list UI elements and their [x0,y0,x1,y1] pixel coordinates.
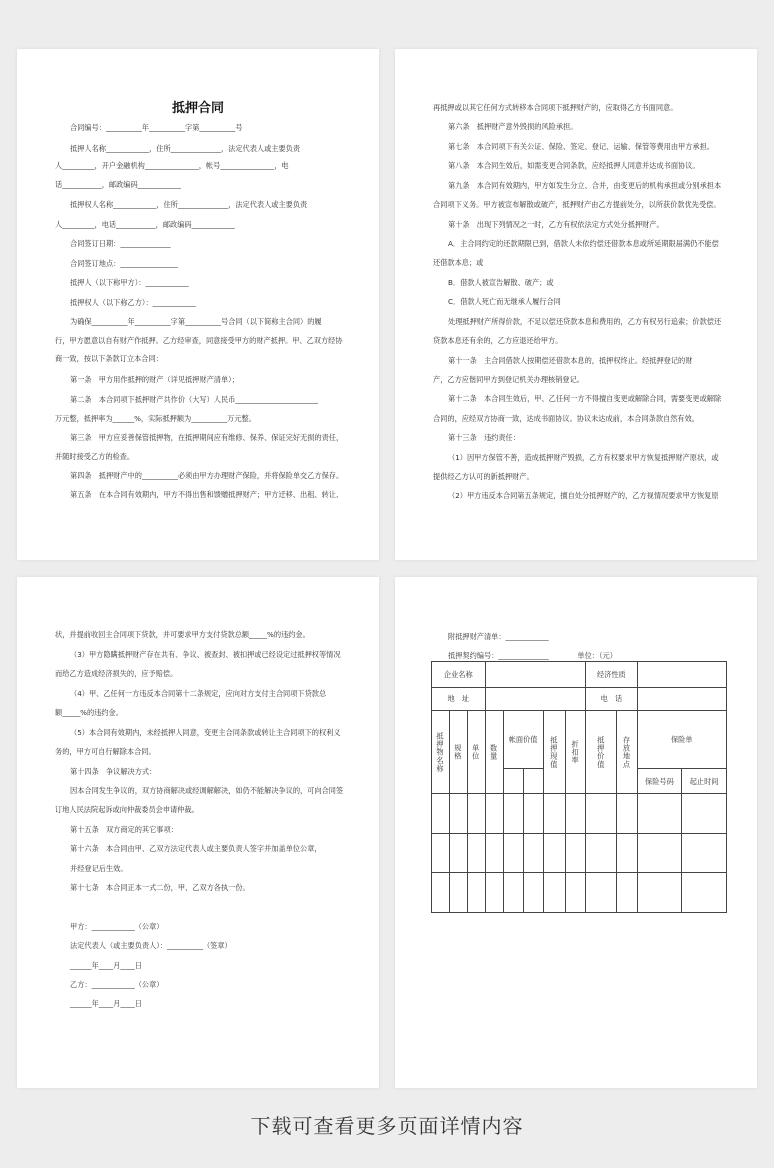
address-label: 地 址 [432,687,486,710]
header-period: 起止时间 [682,768,727,794]
download-caption: 下载可查看更多页面详情内容 [250,1114,524,1138]
phone-label: 电 话 [586,687,637,710]
contract-page-1 [17,49,379,560]
text-line: 额_____%的违约金。 [55,708,123,717]
text-line: 务的，甲方可自行解除本合同。 [55,747,156,756]
text-line: 因本合同发生争议的，双方协商解决或经调解解决，如仍不能解决争议的，可向合同签 [70,786,344,795]
address-cell [485,687,586,710]
text-line: 合同签订地点：________________ [70,259,178,268]
header-book-value: 帐面价值 [503,710,543,768]
text-line: （3）甲方隐瞒抵押财产存在共有、争议、被查封、被扣押或已经设定过抵押权等情况 [70,650,341,659]
text-line: 第十二条 本合同生效后，甲、乙任何一方不得擅自变更或解除合同，需要变更或解除 [448,394,722,403]
text-line: 第四条 抵押财产中的__________必须由甲方办理财产保险，并将保险单交乙方保存。 [70,471,344,480]
contract-page-2 [395,49,757,560]
text-line: 话___________，邮政编码____________ [55,180,181,189]
text-line: 第十三条 违约责任： [448,433,520,442]
text-line: 第十一条 主合同借款人按期偿还借款本息的，抵押权终止。经抵押登记的财 [448,356,693,365]
text-line: 商一致，按以下条款订立本合同： [55,354,163,363]
text-line: 抵押权人名称____________，住所______________，法定代表人或主要负责 [70,200,308,209]
text-line: 抵押契约编号：______________ 单位：（元） [448,651,617,660]
text-line: 产，乙方应偕同甲方到登记机关办理核销登记。 [433,375,584,384]
text-line: 再抵押或以其它任何方式转移本合同项下抵押财产的，应取得乙方书面同意。 [433,103,678,112]
text-line: 合同项下义务。甲方被宣布解散或破产，抵押财产由乙方提前处分，以所获价款优先受偿。 [433,200,721,209]
text-line: 合同签订日期：______________ [70,239,171,248]
header-spec: 规格 [449,710,467,794]
text-line: 合同编号：__________年__________字第__________号 [70,123,243,132]
text-line: （5）本合同有效期内，未经抵押人同意，变更主合同条款或转让主合同项下的权利义 [70,728,341,737]
header-current-value: 抵押现值 [543,710,565,794]
economic-nature-cell [637,662,726,688]
text-line: 第十六条 本合同由甲、乙双方法定代表人或主要负责人签字并加盖单位公章， [70,844,322,853]
text-line: 为确保__________年__________字第__________号合同（以下简称主合同）的履 [70,317,322,326]
text-line: 订地人民法院起诉或向仲裁委员会申请仲裁。 [55,805,199,814]
economic-nature-label: 经济性质 [586,662,637,688]
signature-party-b: 乙方：____________（公章） [70,980,164,989]
text-line: 万元整，抵押率为______%，实际抵押额为__________万元整。 [55,414,256,423]
text-line: 行，甲方愿意以自有财产作抵押。乙方经审查，同意接受甲方的财产抵押。甲、乙双方经协 [55,336,343,345]
contract-page-4 [395,577,757,1088]
book-value-sub-2 [523,768,543,794]
text-line: 第十七条 本合同正本一式二份，甲、乙双方各执一份。 [70,883,250,892]
header-insurance-no: 保险号码 [637,768,682,794]
phone-cell [637,687,726,710]
text-line: 第九条 本合同有效期内，甲方如发生分立、合并，由变更后的机构承担或分别承担本 [448,181,722,190]
table-row [432,873,727,913]
header-unit: 单位 [467,710,485,794]
text-line: 附抵押财产清单：____________ [448,632,549,641]
text-line: （1）因甲方保管不善，造成抵押财产毁损，乙方有权要求甲方恢复抵押财产原状，或 [448,453,719,462]
text-line: 贷款本息还有余的，乙方应退还给甲方。 [433,336,563,345]
text-line: 抵押权人（以下称乙方）：____________ [70,298,196,307]
text-line: 第一条 甲方用作抵押的财产（详见抵押财产清单）； [70,375,239,384]
text-line: （2）甲方违反本合同第五条规定，擅自处分抵押财产的，乙方视情况要求甲方恢复原 [448,491,719,500]
text-line: B．借款人被宣告解散、破产；或 [448,278,554,287]
company-name-cell [485,662,586,688]
signature-date-a: ______年____月____日 [70,961,142,970]
signature-representative: 法定代表人（或主要负责人）：__________（签章） [70,941,232,950]
text-line: 人_________，电话___________，邮政编码____________ [55,220,235,229]
text-line: 提供经乙方认可的新抵押财产。 [433,472,534,481]
text-line: 抵押人（以下称甲方）：____________ [70,278,189,287]
mortgage-property-table [431,661,727,913]
text-line: C．借款人死亡而无继承人履行合同 [448,297,561,306]
header-location: 存放地点 [617,710,637,794]
text-line: 抵押人名称____________，住所______________，法定代表人或主要负责 [70,144,301,153]
header-quantity: 数量 [485,710,503,794]
text-line: 第七条 本合同项下有关公证、保险、签定、登记、运输、保管等费用由甲方承担。 [448,142,714,151]
text-line: 第六条 抵押财产意外毁损的风险承担。 [448,122,578,131]
text-line: A．主合同约定的还款期限已到，借款人未依约偿还借款本息或所延期限届满仍不能偿 [448,239,719,248]
signature-date-b: ______年____月____日 [70,999,142,1008]
text-line: 第二条 本合同项下抵押财产共作价（大写）人民币_______________________ [70,395,318,404]
text-line: 并经登记后生效。 [70,864,128,873]
book-value-sub-1 [503,768,523,794]
text-line: 第五条 在本合同有效期内，甲方不得出售和馈赠抵押财产；甲方迁移、出租、转让、 [70,490,344,499]
contract-title: 抵押合同 [171,101,224,116]
table-row [432,794,727,834]
text-line: 第三条 甲方应妥善保管抵押物，在抵押期间应有维修、保养、保证完好无损的责任， [70,433,344,442]
text-line: 状，并提前收回主合同项下贷款，并可要求甲方支付贷款总额_____%的违约金。 [55,630,310,639]
contract-page-3 [17,577,379,1088]
text-line: 而给乙方造成经济损失的，应予赔偿。 [55,669,178,678]
text-line: 人_________，开户金融机构_______________，帐号_______________，电 [55,161,289,170]
text-line: 还借款本息；或 [433,258,484,267]
text-line: 合同的，应经双方协商一致，达成书面协议。协议未达成前，本合同条款自然有效。 [433,414,699,423]
text-line: 第十条 出现下列情况之一时，乙方有权依法定方式处分抵押财产。 [448,220,664,229]
header-insurance: 保险单 [637,710,726,768]
text-line: 处理抵押财产所得价款，不足以偿还贷款本息和费用的，乙方有权另行追索；价款偿还 [448,317,722,326]
header-mortgage-value: 抵押价值 [586,710,617,794]
text-line: 第八条 本合同生效后，如需变更合同条款，应经抵押人同意并达成书面协议。 [448,161,700,170]
text-line: 并随时接受乙方的检查。 [55,452,135,461]
table-row [432,833,727,873]
company-name-label: 企业名称 [432,662,486,688]
text-line: 第十五条 双方商定的其它事项： [70,825,178,834]
header-item-name: 抵押物名称 [432,710,450,794]
signature-party-a: 甲方：____________（公章） [70,922,164,931]
text-line: （4）甲、乙任何一方违反本合同第十二条规定，应向对方支付主合同项下贷款总 [70,689,327,698]
header-discount-rate: 折扣率 [566,710,586,794]
text-line: 第十四条 争议解决方式： [70,767,157,776]
